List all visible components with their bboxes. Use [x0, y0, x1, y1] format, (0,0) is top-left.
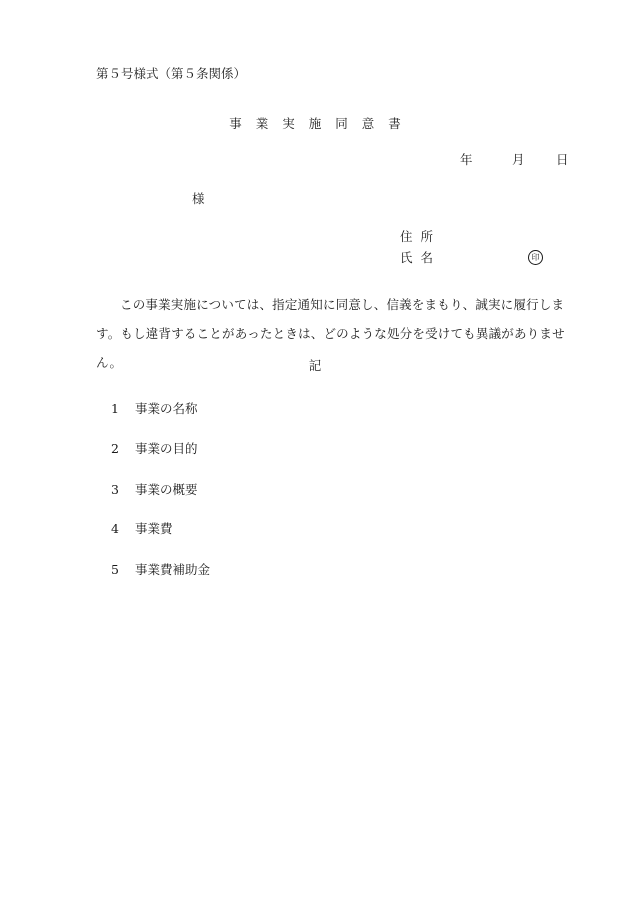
date-month-label: 月 — [512, 152, 525, 167]
date-line — [460, 154, 569, 167]
item-label: 事業の名称 — [135, 401, 198, 416]
item-label: 事業の概要 — [135, 482, 198, 497]
seal-icon: 印 — [528, 250, 543, 265]
address-label: 住所 — [400, 229, 442, 244]
item-label: 事業費補助金 — [135, 562, 211, 577]
list-item — [111, 443, 198, 456]
item-label: 事業の目的 — [135, 441, 198, 456]
item-label: 事業費 — [135, 521, 173, 536]
addressee-suffix: 様 — [192, 191, 205, 206]
list-item — [111, 403, 198, 416]
document-title: 事業実施同意書 — [229, 116, 415, 131]
date-year-label: 年 — [460, 152, 473, 167]
consent-statement: この事業実施については、指定通知に同意し、信義をまもり、誠実に履行します。もし違背することがあったときは、どのような処分を受けても異議がありません。 — [96, 297, 565, 370]
form-number: 第５号様式（第５条関係） — [96, 66, 247, 81]
item-number: 3 — [111, 482, 119, 497]
item-number: 1 — [111, 401, 119, 416]
item-number: 4 — [111, 521, 119, 536]
item-number: 2 — [111, 441, 119, 456]
note-heading: 記 — [308, 358, 322, 373]
name-label: 氏名 — [400, 250, 442, 265]
list-item — [111, 564, 210, 577]
list-item — [111, 484, 198, 497]
list-item — [111, 523, 173, 536]
item-number: 5 — [111, 562, 119, 577]
date-day-label: 日 — [556, 152, 569, 167]
